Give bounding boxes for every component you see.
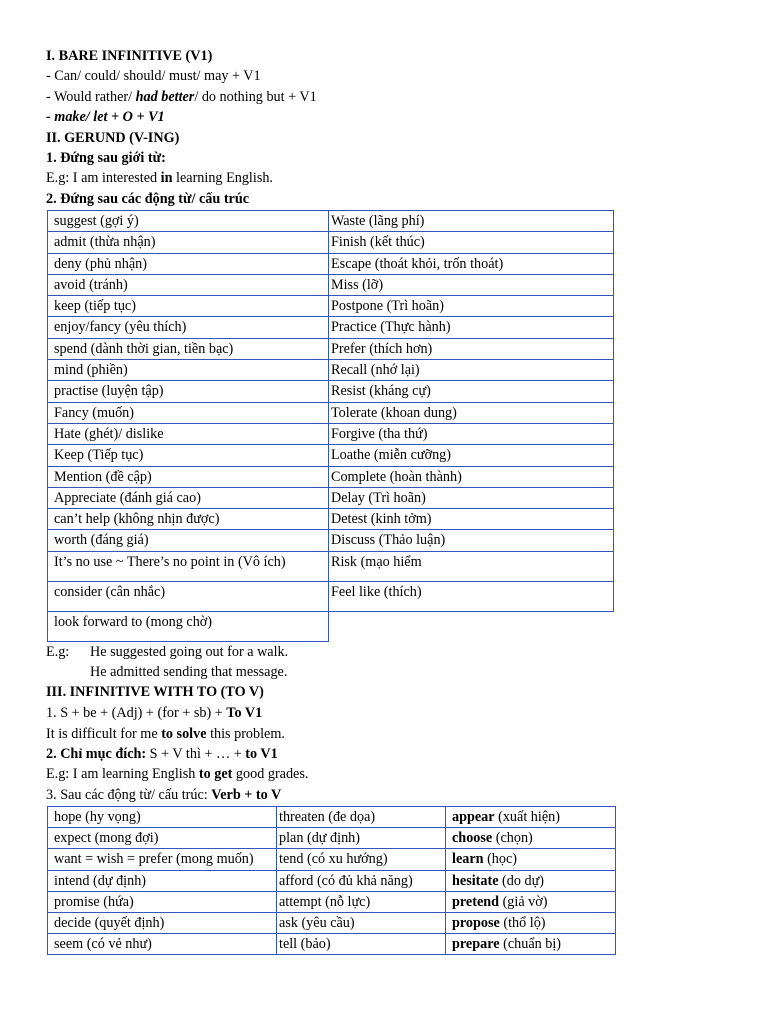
section3-rule3-pre: 3. Sau các động từ/ cấu trúc: xyxy=(46,787,212,803)
gerund-verb-table xyxy=(47,210,614,642)
table-row xyxy=(48,828,616,849)
table-row xyxy=(48,807,616,828)
to-infinitive-verb-table xyxy=(47,806,616,955)
section2-example2-line2: He admitted sending that message. xyxy=(90,664,288,680)
section3-rule2-mid: S + V thì + … + xyxy=(146,746,246,762)
table-row xyxy=(48,891,616,912)
table-cell xyxy=(446,891,616,912)
section3-ex2-pre: E.g: I am learning English xyxy=(46,766,199,782)
section3-rule1-bold: To V1 xyxy=(226,705,263,721)
table-cell xyxy=(446,870,616,891)
table-row xyxy=(48,423,614,444)
table-cell: Fancy (muốn) xyxy=(48,402,329,423)
table-cell: Waste (lãng phí) xyxy=(329,211,614,232)
table-cell: Appreciate (đánh giá cao) xyxy=(48,487,329,508)
table-row xyxy=(48,912,616,933)
section2-eg1-post: learning English. xyxy=(172,170,273,186)
table-row xyxy=(48,509,614,530)
section3-ex1-bold: to solve xyxy=(161,726,207,742)
table-row xyxy=(48,338,614,359)
verb-gloss: (chuẩn bị) xyxy=(499,936,562,953)
table-cell: It’s no use ~ There’s no point in (Vô ích) xyxy=(48,551,329,581)
table-cell xyxy=(446,807,616,828)
table-cell: decide (quyết định) xyxy=(48,912,277,933)
verb-gloss: (do dự) xyxy=(498,872,545,889)
section3-rule1 xyxy=(46,703,262,723)
table-cell: keep (tiếp tục) xyxy=(48,296,329,317)
table-cell: tell (bảo) xyxy=(277,934,446,955)
table-cell: suggest (gợi ý) xyxy=(48,211,329,232)
section2-example1 xyxy=(46,168,273,188)
section1-line2 xyxy=(46,87,317,107)
section3-rule2-bold2: to V1 xyxy=(245,746,278,762)
table-cell: Detest (kinh tởm) xyxy=(329,509,614,530)
table-cell: afford (có đủ khả năng) xyxy=(277,870,446,891)
table-cell: Miss (lỡ) xyxy=(329,274,614,295)
section2-example2-line1 xyxy=(46,642,288,662)
verb-bold: choose xyxy=(452,830,493,847)
section1-line2-post: / do nothing but + V1 xyxy=(194,89,317,105)
section3-ex2-post: good grades. xyxy=(232,766,309,782)
section3-rule3 xyxy=(46,785,281,805)
table-row xyxy=(48,445,614,466)
table-cell xyxy=(446,934,616,955)
table-cell: attempt (nỗ lực) xyxy=(277,891,446,912)
table-row xyxy=(48,934,616,955)
table-cell: Mention (đề cập) xyxy=(48,466,329,487)
table-row xyxy=(48,581,614,611)
section2-heading: II. GERUND (V-ING) xyxy=(46,130,180,146)
verb-gloss: (chọn) xyxy=(492,830,533,847)
section3-ex1-post: this problem. xyxy=(206,726,285,742)
table-cell: Loathe (miễn cưỡng) xyxy=(329,445,614,466)
table-cell: Postpone (Trì hoãn) xyxy=(329,296,614,317)
table-row xyxy=(48,530,614,551)
verb-gloss: (học) xyxy=(483,851,518,868)
table-cell: Tolerate (khoan dung) xyxy=(329,402,614,423)
table-cell: seem (có vẻ như) xyxy=(48,934,277,955)
verb-bold: appear xyxy=(452,809,495,825)
table-cell: tend (có xu hướng) xyxy=(277,849,446,870)
section3-rule2-bold: 2. Chỉ mục đích: xyxy=(46,746,147,762)
table-cell: Forgive (tha thứ) xyxy=(329,423,614,444)
table-row xyxy=(48,466,614,487)
table-row xyxy=(48,611,614,641)
table-cell: Resist (kháng cự) xyxy=(329,381,614,402)
table-cell xyxy=(446,828,616,849)
verb-gloss: (xuất hiện) xyxy=(494,809,560,825)
table-cell: Keep (Tiếp tục) xyxy=(48,445,329,466)
table-row xyxy=(48,317,614,338)
table-cell: expect (mong đợi) xyxy=(48,828,277,849)
table-row xyxy=(48,274,614,295)
table-row xyxy=(48,870,616,891)
section3-ex2-bold: to get xyxy=(198,766,233,782)
table-cell: practise (luyện tập) xyxy=(48,381,329,402)
section1-line3-prefix: - xyxy=(46,109,55,125)
table-cell: Discuss (Thảo luận) xyxy=(329,530,614,551)
table-cell: Risk (mạo hiểm xyxy=(329,551,614,581)
verb-gloss: (thổ lộ) xyxy=(499,914,546,931)
table-cell: promise (hứa) xyxy=(48,891,277,912)
table-cell: hope (hy vọng) xyxy=(48,807,277,828)
table-row xyxy=(48,551,614,581)
table-row xyxy=(48,296,614,317)
verb-bold: hesitate xyxy=(452,872,499,889)
table-cell: threaten (đe dọa) xyxy=(277,807,446,828)
section2-sub1: 1. Đứng sau giới từ: xyxy=(46,150,166,166)
table-cell: intend (dự định) xyxy=(48,870,277,891)
table-row xyxy=(48,232,614,253)
table-cell: Complete (hoàn thành) xyxy=(329,466,614,487)
table-cell: Finish (kết thúc) xyxy=(329,232,614,253)
section2-eg1-pre: E.g: I am interested xyxy=(46,170,161,186)
table-cell: Practice (Thực hành) xyxy=(329,317,614,338)
table-cell xyxy=(446,849,616,870)
section3-rule1-pre: 1. S + be + (Adj) + (for + sb) + xyxy=(46,705,227,721)
section1-line1: - Can/ could/ should/ must/ may + V1 xyxy=(46,68,261,84)
section2-eg2-label: E.g: xyxy=(46,644,70,660)
section3-rule2 xyxy=(46,744,278,764)
section1-line3 xyxy=(46,107,165,127)
table-row xyxy=(48,211,614,232)
section3-rule3-bold: Verb + to V xyxy=(211,787,282,803)
section1-line3-bold: make/ let + O + V1 xyxy=(54,109,165,125)
table-cell: Prefer (thích hơn) xyxy=(329,338,614,359)
table-row xyxy=(48,253,614,274)
section3-example1 xyxy=(46,724,285,744)
section3-heading: III. INFINITIVE WITH TO (TO V) xyxy=(46,684,264,700)
verb-bold: learn xyxy=(452,851,484,868)
table-cell: spend (dành thời gian, tiền bạc) xyxy=(48,338,329,359)
verb-bold: pretend xyxy=(452,893,500,910)
table-cell: worth (đáng giá) xyxy=(48,530,329,551)
table-cell: plan (dự định) xyxy=(277,828,446,849)
section2-eg1-bold: in xyxy=(160,170,173,186)
table-cell: Recall (nhớ lại) xyxy=(329,360,614,381)
table-cell: can’t help (không nhịn được) xyxy=(48,509,329,530)
section1-heading: I. BARE INFINITIVE (V1) xyxy=(46,48,213,64)
table-cell: want = wish = prefer (mong muốn) xyxy=(48,849,277,870)
table-cell xyxy=(446,912,616,933)
table-cell: look forward to (mong chờ) xyxy=(48,611,329,641)
table-cell: Hate (ghét)/ dislike xyxy=(48,423,329,444)
table-cell: avoid (tránh) xyxy=(48,274,329,295)
table-cell: Delay (Trì hoãn) xyxy=(329,487,614,508)
table-cell: consider (cân nhắc) xyxy=(48,581,329,611)
table-cell xyxy=(329,611,614,641)
table-cell: enjoy/fancy (yêu thích) xyxy=(48,317,329,338)
table-cell: Escape (thoát khỏi, trốn thoát) xyxy=(329,253,614,274)
table-cell: Feel like (thích) xyxy=(329,581,614,611)
verb-gloss: (giả vờ) xyxy=(499,893,548,910)
table-cell: admit (thừa nhận) xyxy=(48,232,329,253)
section3-ex1-pre: It is difficult for me xyxy=(46,726,162,742)
table-cell: mind (phiền) xyxy=(48,360,329,381)
table-row xyxy=(48,360,614,381)
verb-bold: prepare xyxy=(452,936,500,953)
table-cell: ask (yêu cầu) xyxy=(277,912,446,933)
table-row xyxy=(48,402,614,423)
verb-bold: propose xyxy=(452,914,500,931)
table-cell: deny (phủ nhận) xyxy=(48,253,329,274)
section2-eg2-text1: He suggested going out for a walk. xyxy=(90,644,289,660)
section1-line2-pre: - Would rather/ xyxy=(46,89,136,105)
section3-example2 xyxy=(46,764,308,784)
section1-line2-bold: had better xyxy=(135,89,195,105)
table-row xyxy=(48,487,614,508)
table-row xyxy=(48,381,614,402)
section2-sub2: 2. Đứng sau các động từ/ cấu trúc xyxy=(46,191,250,207)
table-row xyxy=(48,849,616,870)
